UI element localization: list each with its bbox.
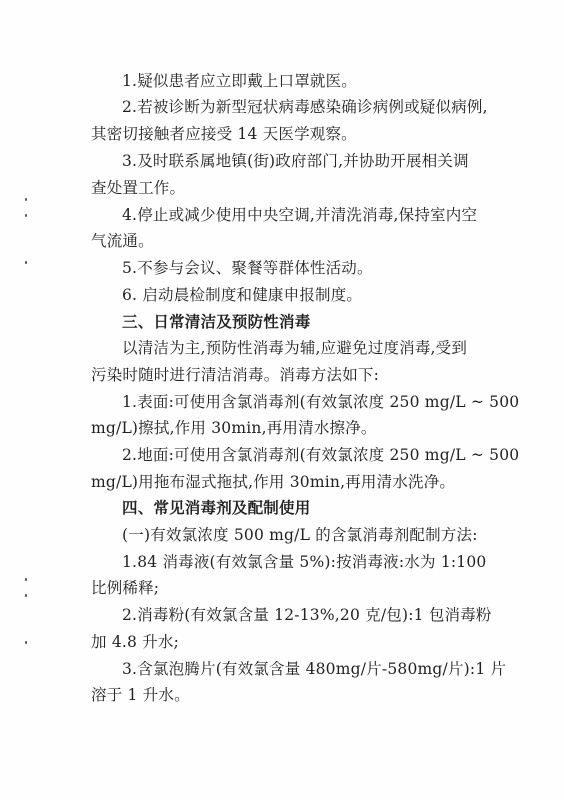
paragraph-line: 其密切接触者应接受 14 天医学观察。 <box>91 125 357 143</box>
paragraph-line: 5.不参与会议、聚餐等群体性活动。 <box>122 259 373 277</box>
paragraph-line: 污染时随时进行清洁消毒。消毒方法如下: <box>91 366 380 384</box>
paragraph-line: 2.地面:可使用含氯消毒剂(有效氯浓度 250 mg/L ~ 500 <box>122 446 520 464</box>
paragraph-line: 气流通。 <box>91 232 154 250</box>
paragraph-line: 以清洁为主,预防性消毒为辅,应避免过度消毒,受到 <box>122 339 468 357</box>
paragraph-line: 加 4.8 升水; <box>91 633 180 651</box>
paragraph-line: mg/L)擦拭,作用 30min,再用清水擦净。 <box>91 419 377 437</box>
paragraph-line: 3.含氯泡腾片(有效氯含量 480mg/片-580mg/片):1 片 <box>122 660 507 678</box>
paragraph-line: 2.消毒粉(有效氯含量 12-13%,20 克/包):1 包消毒粉 <box>122 606 492 624</box>
paragraph-line: 查处置工作。 <box>91 179 186 197</box>
paragraph-line: 1.疑似患者应立即戴上口罩就医。 <box>122 72 357 90</box>
section-heading: 三、日常清洁及预防性消毒 <box>122 313 311 331</box>
paragraph-line: 4.停止或减少使用中央空调,并清洗消毒,保持室内空 <box>122 206 478 224</box>
paragraph-line: 3.及时联系属地镇(街)政府部门,并协助开展相关调 <box>122 152 469 170</box>
section-heading: 四、常见消毒剂及配制使用 <box>122 499 311 517</box>
paragraph-line: mg/L)用拖布湿式拖拭,作用 30min,再用清水洗净。 <box>91 473 456 491</box>
paragraph-line: 1.表面:可使用含氯消毒剂(有效氯浓度 250 mg/L ~ 500 <box>122 393 520 411</box>
paragraph-line: 比例稀释; <box>91 579 160 597</box>
paragraph-line: (一)有效氯浓度 500 mg/L 的含氯消毒剂配制方法: <box>122 526 478 544</box>
paragraph-line: 6. 启动晨检制度和健康申报制度。 <box>122 286 363 304</box>
paragraph-line: 1.84 消毒液(有效氯含量 5%):按消毒液:水为 1:100 <box>122 553 487 571</box>
paragraph-line: 2.若被诊断为新型冠状病毒感染确诊病例或疑似病例, <box>122 98 488 116</box>
paragraph-line: 溶于 1 升水。 <box>91 686 190 704</box>
